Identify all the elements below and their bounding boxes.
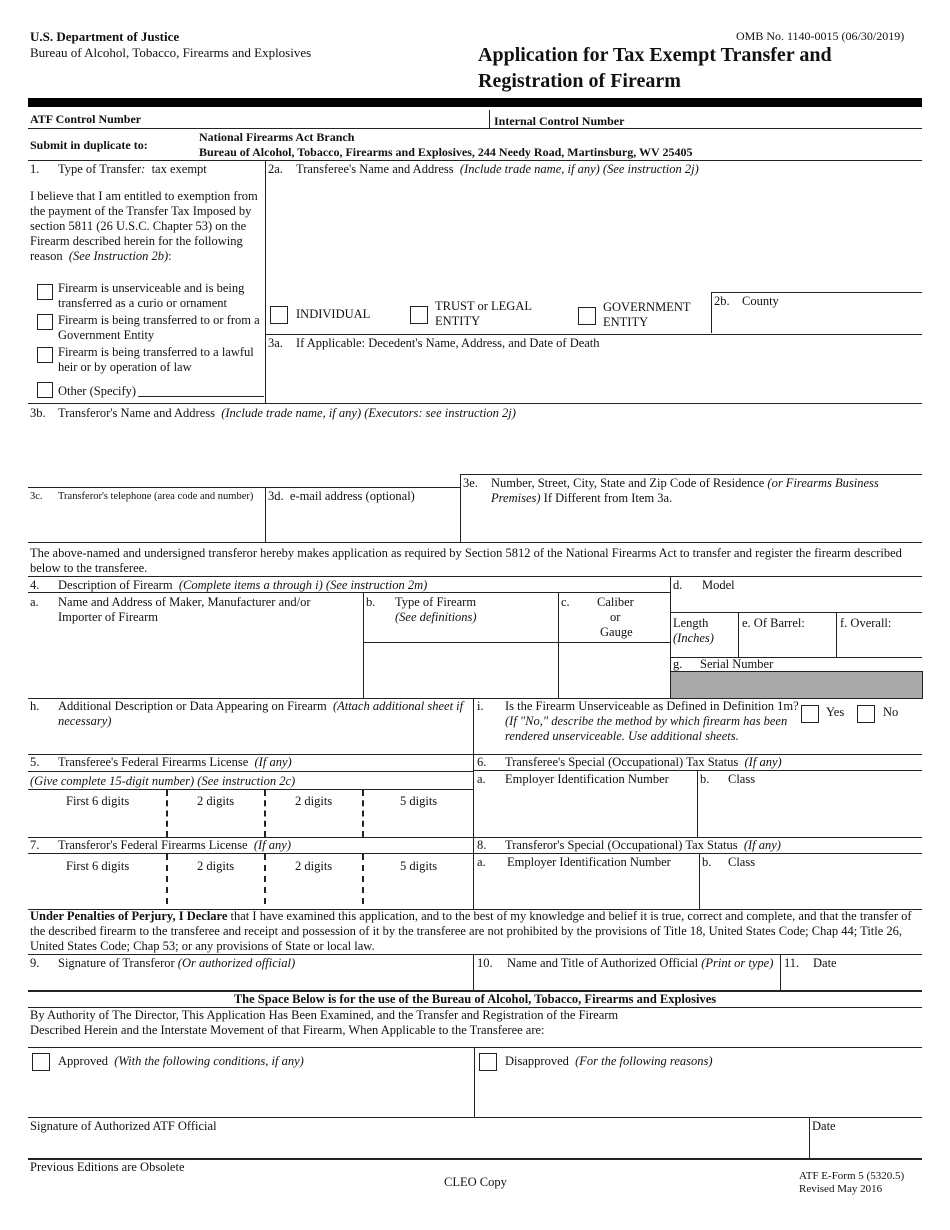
item4-number: 4.: [30, 578, 40, 592]
transferee-ffl-digits-3[interactable]: [270, 815, 362, 833]
county-label: County: [742, 294, 779, 308]
transferor-ein-input[interactable]: [480, 882, 694, 900]
transferee-ffl-digits-4[interactable]: [368, 815, 472, 833]
form-title-line2: Registration of Firearm: [478, 70, 681, 92]
nfa-branch: National Firearms Act Branch: [199, 130, 355, 144]
item4h-number: h.: [30, 699, 40, 713]
item8-number: 8.: [477, 838, 487, 852]
item1-desc-line: Firearm described herein for the following: [30, 234, 243, 248]
ffl-digit-label: 2 digits: [295, 859, 333, 873]
ffl-digit-label: First 6 digits: [66, 859, 130, 873]
residence-input[interactable]: [491, 512, 915, 532]
unserviceable-no-checkbox[interactable]: [857, 705, 875, 723]
firearm-type-input[interactable]: [366, 655, 558, 675]
transferor-ein-label: Employer Identification Number: [507, 855, 671, 869]
lawful-heir-label: heir or by operation of law: [58, 360, 192, 374]
item3e-number: 3e.: [463, 476, 478, 490]
perjury-declaration: Under Penalties of Perjury, I Declare that I have examined this application, and to the best of my knowledge and belief it is true, correct and complete, and that the transfer of: [30, 909, 912, 923]
transferee-class-label: Class: [728, 772, 756, 786]
overall-length-label: f. Overall:: [840, 616, 892, 630]
caliber-label: Gauge: [600, 625, 633, 639]
telephone-input[interactable]: [32, 512, 264, 532]
ffl-digit-label: First 6 digits: [66, 794, 130, 808]
approved-label: Approved: [58, 1054, 108, 1068]
other-label: Other (Specify): [58, 384, 137, 398]
item2a-label: Transferee's Name and Address: [296, 162, 454, 176]
county-input[interactable]: [790, 311, 922, 329]
item3c-number: 3c.: [30, 491, 43, 502]
transferor-sot-label: Transferor's Special (Occupational) Tax Status: [505, 838, 738, 852]
item7-number: 7.: [30, 838, 40, 852]
model-label: Model: [702, 578, 735, 592]
decedent-input[interactable]: [296, 354, 910, 402]
government-entity-checkbox[interactable]: [37, 314, 53, 330]
transferee-ffl-label: Transferee's Federal Firearms License: [58, 755, 249, 769]
maker-label: Name and Address of Maker, Manufacturer and/or: [58, 595, 311, 609]
item1-desc-line: reason (See Instruction 2b):: [30, 249, 172, 263]
email-input[interactable]: [270, 512, 460, 532]
government-entity-label: Firearm is being transferred to or from a: [58, 313, 260, 327]
caliber-label: Caliber: [597, 595, 634, 609]
serial-number-field[interactable]: [670, 671, 923, 699]
atf-date-input[interactable]: [814, 1138, 922, 1156]
item6-number: 6.: [477, 755, 487, 769]
previous-editions-note: Previous Editions are Obsolete: [30, 1160, 185, 1174]
atf-control-label: ATF Control Number: [30, 112, 142, 126]
item6a-number: a.: [477, 772, 486, 786]
transferor-name-address-input[interactable]: [58, 425, 462, 469]
copy-designation: CLEO Copy: [444, 1175, 507, 1189]
unserviceable-note: rendered unserviceable. Use additional sheets.: [505, 729, 739, 743]
ffl-digit-label: 2 digits: [197, 794, 235, 808]
transferor-ffl-digits-1[interactable]: [40, 882, 164, 900]
ffl-digit-label: 5 digits: [400, 794, 438, 808]
lawful-heir-label: Firearm is being transferred to a lawful: [58, 345, 254, 359]
trust-entity-checkbox[interactable]: [410, 306, 428, 324]
serial-number-label: Serial Number: [700, 657, 774, 671]
atf-official-signature-field[interactable]: [30, 1136, 800, 1156]
transferee-ffl-digits-1[interactable]: [40, 815, 164, 833]
length-label: Length: [673, 616, 709, 630]
ffl-digit-label: 5 digits: [400, 859, 438, 873]
trust-entity-label: ENTITY: [435, 314, 481, 328]
item4d-number: d.: [673, 578, 683, 592]
item3d-number: 3d.: [268, 489, 284, 503]
atf-control-input[interactable]: [180, 111, 484, 129]
firearm-type-label: Type of Firearm: [395, 595, 477, 609]
caliber-input[interactable]: [563, 655, 669, 675]
trust-entity-label: TRUST or LEGAL: [435, 299, 532, 313]
atf-date-label: Date: [812, 1119, 836, 1133]
atf-authority-text: Described Herein and the Interstate Movement of that Firearm, When Applicable to the Transferee are:: [30, 1023, 545, 1037]
item1-label: Type of Transfer: [58, 162, 142, 176]
atf-use-heading: The Space Below is for the use of the Bureau of Alcohol, Tobacco, Firearms and Explosives: [233, 992, 717, 1006]
transferor-signature-field[interactable]: [30, 972, 470, 988]
caliber-label: or: [610, 610, 621, 624]
transferor-class-label: Class: [728, 855, 756, 869]
government-label: GOVERNMENT: [603, 300, 691, 314]
item2a-number: 2a.: [268, 162, 283, 176]
item4c-number: c.: [561, 595, 570, 609]
other-specify-input[interactable]: [140, 381, 266, 398]
disapproved-label: Disapproved: [505, 1054, 569, 1068]
maker-input[interactable]: [32, 630, 362, 694]
item8a-number: a.: [477, 855, 486, 869]
item4b-number: b.: [366, 595, 376, 609]
item3b-number: 3b.: [30, 406, 46, 420]
item9-number: 9.: [30, 956, 40, 970]
item8b-number: b.: [702, 855, 712, 869]
length-label: (Inches): [673, 631, 714, 645]
item3a-number: 3a.: [268, 336, 283, 350]
lawful-heir-checkbox[interactable]: [37, 347, 53, 363]
unserviceable-label: Firearm is unserviceable and is being: [58, 281, 245, 295]
yes-label: Yes: [826, 705, 845, 719]
unserviceable-yes-checkbox[interactable]: [801, 705, 819, 723]
application-statement: The above-named and undersigned transferor hereby makes application as required by Section 5812 of the National Firearms Act to transfer and register the firearm described: [30, 546, 902, 560]
form-title-line1: Application for Tax Exempt Transfer and: [478, 44, 832, 66]
unserviceable-label: transferred as a curio or ornament: [58, 296, 228, 310]
model-input[interactable]: [690, 594, 919, 612]
government-entity-label: Government Entity: [58, 328, 155, 342]
transferee-ein-label: Employer Identification Number: [505, 772, 669, 786]
item11-number: 11.: [784, 956, 800, 970]
additional-description-label: Additional Description or Data Appearing on Firearm: [58, 699, 327, 713]
perjury-declaration: United States Code; Chap 53; or any provisions of State or local law.: [30, 939, 375, 953]
email-label: e-mail address (optional): [289, 489, 415, 503]
government-checkbox[interactable]: [578, 307, 596, 325]
maker-label: Importer of Firearm: [58, 610, 158, 624]
atf-official-signature-label: Signature of Authorized ATF Official: [30, 1119, 217, 1133]
government-label: ENTITY: [603, 315, 649, 329]
item10-number: 10.: [477, 956, 493, 970]
transferor-ffl-digits-4[interactable]: [368, 882, 472, 900]
application-statement: below to the transferee.: [30, 561, 148, 575]
submit-label: Submit in duplicate to:: [30, 138, 148, 152]
nfa-address: Bureau of Alcohol, Tobacco, Firearms and Explosives, 244 Needy Road, Martinsburg, WV 25405: [199, 145, 693, 159]
individual-checkbox[interactable]: [270, 306, 288, 324]
perjury-declaration: the described firearm to the transferee and receipt and possession of it by the transferee are not prohibited by the provisions of Title 18, United States Code; Chap 44; Title 26,: [30, 924, 903, 938]
description-label: Description of Firearm: [58, 578, 173, 592]
item1-value: tax exempt: [151, 162, 207, 176]
decedent-label: If Applicable: Decedent's Name, Address, and Date of Death: [296, 336, 600, 350]
ffl-digit-label: 2 digits: [295, 794, 333, 808]
item4i-number: i.: [477, 699, 484, 713]
overall-length-input[interactable]: [840, 636, 922, 654]
item4a-number: a.: [30, 595, 39, 609]
transferee-sot-label: Transferee's Special (Occupational) Tax Status: [505, 755, 739, 769]
date-label: Date: [813, 956, 837, 970]
transferee-ffl-digits-2[interactable]: [172, 815, 264, 833]
authorized-official-input[interactable]: [480, 972, 780, 990]
approved-checkbox[interactable]: [32, 1053, 50, 1071]
no-label: No: [883, 705, 899, 719]
transferee-name-address-input[interactable]: [296, 182, 910, 282]
omb-number: OMB No. 1140-0015 (06/30/2019): [736, 29, 905, 43]
barrel-length-input[interactable]: [742, 636, 836, 654]
residence-label: Number, Street, City, State and Zip Code of Residence: [491, 476, 765, 490]
atf-authority-text: By Authority of The Director, This Application Has Been Examined, and the Transfer and Registration of the Firearm: [30, 1008, 619, 1022]
item5-number: 5.: [30, 755, 40, 769]
transferor-ffl-digits-3[interactable]: [270, 882, 362, 900]
header-rule: [28, 98, 922, 107]
date-input[interactable]: [786, 972, 920, 990]
additional-description-input[interactable]: [32, 732, 472, 756]
transferee-class-input[interactable]: [703, 805, 919, 823]
item4g-number: g.: [673, 657, 683, 671]
form-id: ATF E-Form 5 (5320.5): [799, 1170, 905, 1182]
other-checkbox[interactable]: [37, 382, 53, 398]
item1-number: 1.: [30, 162, 40, 176]
bureau-name: Bureau of Alcohol, Tobacco, Firearms and Explosives: [30, 45, 312, 60]
item3b-label: Transferor's Name and Address: [58, 406, 215, 420]
transferee-ffl-note: (Give complete 15-digit number) (See instruction 2c): [30, 774, 296, 788]
ffl-digit-label: 2 digits: [197, 859, 235, 873]
internal-control-label: Internal Control Number: [494, 114, 625, 128]
unserviceable-question: Is the Firearm Unserviceable as Defined in Definition 1m?: [505, 699, 799, 713]
telephone-label: Transferor's telephone (area code and number): [58, 491, 254, 502]
barrel-length-label: e. Of Barrel:: [742, 616, 805, 630]
department-name: U.S. Department of Justice: [30, 29, 180, 44]
individual-label: INDIVIDUAL: [296, 307, 371, 321]
firearm-type-note: (See definitions): [395, 610, 477, 624]
item1-desc-line: I believe that I am entitled to exemption from: [30, 189, 258, 203]
disapproved-checkbox[interactable]: [479, 1053, 497, 1071]
additional-description-note: necessary): [58, 714, 112, 728]
unserviceable-checkbox[interactable]: [37, 284, 53, 300]
item1-desc-line: the payment of the Transfer Tax Imposed by: [30, 204, 252, 218]
item1-desc-line: section 5811 (26 U.S.C. Chapter 53) on the: [30, 219, 247, 233]
transferor-ffl-label: Transferor's Federal Firearms License: [58, 838, 248, 852]
transferor-signature-label: Signature of Transferor: [58, 956, 175, 970]
transferor-ffl-digits-2[interactable]: [172, 882, 264, 900]
item2b-number: 2b.: [714, 294, 730, 308]
item6b-number: b.: [700, 772, 710, 786]
transferor-class-input[interactable]: [705, 882, 919, 900]
unserviceable-note: (If "No," describe the method by which firearm has been: [505, 714, 788, 728]
transferee-ein-input[interactable]: [480, 805, 694, 823]
authorized-official-label: Name and Title of Authorized Official: [507, 956, 699, 970]
revision-date: Revised May 2016: [799, 1183, 883, 1195]
